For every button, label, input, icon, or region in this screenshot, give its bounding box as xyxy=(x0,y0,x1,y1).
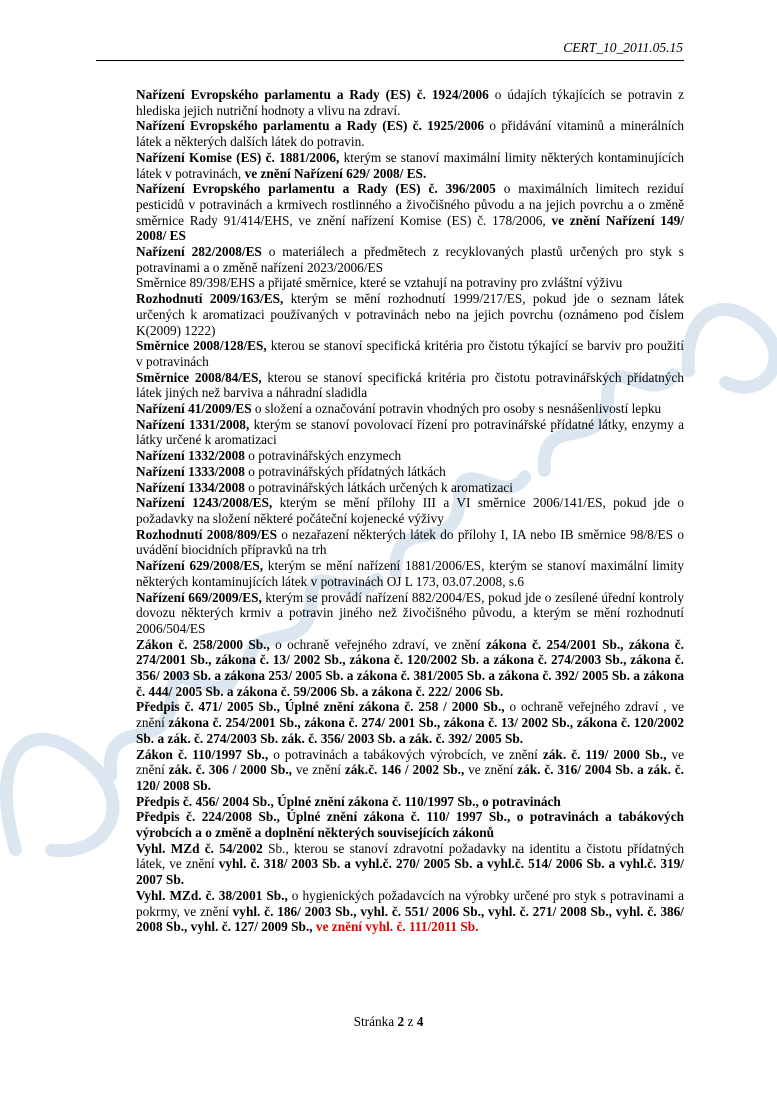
body-text: o potravinářských látkách určených k aromatizaci xyxy=(244,479,513,495)
paragraph xyxy=(136,480,684,496)
body-text: o přidávání vitaminů a minerálních látek a některých dalších látek do potravin. xyxy=(136,118,684,150)
paragraph xyxy=(136,118,684,149)
body-text: kterým se stanoví povolovací řízení pro potravinářské přídatné látky, enzymy a látky určené k aromatizaci xyxy=(136,416,684,448)
body-text: ve znění xyxy=(291,762,345,778)
paragraph xyxy=(136,370,684,401)
paragraph xyxy=(136,590,684,637)
page-number: 2 xyxy=(397,1014,405,1029)
body-text: o maximálních limitech reziduí pesticidů v potravinách a krmivech rostlinného a živočišného původu a na jejich povrchu a o změně směrnice Rady 91/414/EHS, ve znění nařízení Komise (ES) č. 178/2006, xyxy=(136,181,684,228)
paragraph xyxy=(136,150,684,181)
body-text: o materiálech a předmětech z recyklovaných plastů určených pro styk s potravinami a o změně nařízení 2023/2006/ES xyxy=(136,244,684,275)
paragraph xyxy=(136,888,684,935)
paragraph xyxy=(136,495,684,526)
paragraph xyxy=(136,244,684,275)
body-text: o nezařazení některých látek do přílohy I, IA nebo IB směrnice 98/8/ES o uvádění biocidních přípravků na trh xyxy=(136,526,684,558)
paragraph xyxy=(136,181,684,244)
regulation-title: vyhl. č. 318/ 2003 Sb. a vyhl.č. 270/ 2005 Sb. a vyhl.č. 514/ 2006 Sb. a vyhl.č. 319/ 2007 Sb. xyxy=(136,856,685,888)
paragraph xyxy=(136,448,684,464)
paragraph xyxy=(136,637,684,700)
body-text: kterým se stanoví maximální limity některých kontaminujících látek v potravinách, xyxy=(136,149,684,181)
regulation-title: Předpis č. 224/2008 Sb., Úplné znění zákona č. 110/ 1997 Sb., o potravinách a tabákových výrobcích a o změně a doplnění některých souvisejících zákonů xyxy=(136,809,684,841)
regulation-title: Nařízení 1333/2008 xyxy=(136,463,245,479)
regulation-title: Nařízení Evropského parlamentu a Rady (ES) č. 396/2005 xyxy=(136,181,496,197)
body-text: ve znění xyxy=(464,762,518,778)
body-text: o ochraně veřejného zdraví , ve znění xyxy=(136,699,684,731)
body-text: Směrnice 89/398/EHS a přijaté směrnice, které se vztahují na potraviny pro zvláštní výživu xyxy=(136,275,623,291)
header-rule xyxy=(96,60,684,61)
regulation-title: Nařízení 1331/2008, xyxy=(136,416,250,432)
paragraph xyxy=(136,794,684,810)
regulation-title: Nařízení 1334/2008 xyxy=(136,479,245,495)
regulation-title: Nařízení 41/2009/ES xyxy=(136,401,252,417)
regulation-title: Vyhl. MZd č. 54/2002 xyxy=(136,840,263,856)
document-code: CERT_10_2011.05.15 xyxy=(563,40,683,55)
paragraph xyxy=(136,291,684,338)
body-text: o hygienických požadavcích na výrobky určené pro styk s potravinami a pokrmy, ve znění xyxy=(136,887,684,919)
regulation-title: ve znění Nařízení 149/ 2008/ ES xyxy=(136,212,684,244)
body-text: o složení a označování potravin vhodných pro osoby s nesnášenlivostí lepku xyxy=(251,401,662,417)
body-text: kterým se mění rozhodnutí 1999/217/ES, pokud jde o seznam látek určených k aromatizaci používaných v potravinách nebo na jejich povrchu (oznámeno pod číslem K(2009) 1222) xyxy=(136,291,684,338)
page-total: 4 xyxy=(416,1014,424,1029)
paragraph xyxy=(136,338,684,369)
regulation-title: Předpis č. 456/ 2004 Sb., Úplné znění zákona č. 110/1997 Sb., o potravinách xyxy=(136,793,561,809)
paragraph xyxy=(136,841,684,888)
document-body xyxy=(136,87,684,935)
regulation-title: Zákon č. 258/2000 Sb., xyxy=(136,636,270,652)
page-footer xyxy=(0,1014,777,1030)
regulation-title: Směrnice 2008/84/ES, xyxy=(136,369,262,385)
footer-separator: z xyxy=(404,1014,417,1029)
body-text: kterým se provádí nařízení 882/2004/ES, pokud jde o zesílené úřední kontroly dovozu některých krmiv a potravin jiného než živočišného původu, a kterým se mění rozhodnutí 2006/504/ES xyxy=(136,589,684,636)
paragraph xyxy=(136,464,684,480)
paragraph xyxy=(136,699,684,746)
regulation-title: Nařízení 669/2009/ES, xyxy=(136,589,262,605)
body-text: kterou se stanoví specifická kritéria pro čistotu týkající se barviv pro použití v potravinách xyxy=(136,338,684,369)
body-text: o potravinách a tabákových výrobcích, ve znění xyxy=(268,746,543,762)
paragraph xyxy=(136,527,684,558)
body-text: o údajích týkajících se potravin z hlediska jejich nutriční hodnoty a vlivu na zdraví. xyxy=(136,87,685,118)
paragraph xyxy=(136,275,684,291)
regulation-title: zák.č. 146 / 2002 Sb., xyxy=(344,762,465,778)
body-text: kterým se mění nařízení 1881/2006/ES, kterým se stanoví maximální limity některých kontaminujících látek v potravinách OJ L 173, 03.07.2008, s.6 xyxy=(136,558,684,589)
paragraph xyxy=(136,809,684,840)
regulation-title: Nařízení Komise (ES) č. 1881/2006, xyxy=(136,149,340,165)
regulation-title: zákona č. 254/2001 Sb., zákona č. 274/2001 Sb., zákona č. 13/ 2002 Sb., zákona č. 120/2002 Sb. a zákona č. 274/2003 Sb., zákona č. 356/ 2003 Sb. a zákona 253/ 2005 Sb. a zákona č. 381/2005 Sb. a zákona č. 392/ 2005 Sb. a zákona č. 444/ 2005 Sb. a zákona č. 59/2006 Sb. a zákona č. 222/ 2006 Sb. xyxy=(136,636,684,699)
regulation-title: Rozhodnutí 2009/163/ES, xyxy=(136,291,284,307)
body-text: o potravinářských přídatných látkách xyxy=(244,463,446,479)
regulation-title: Nařízení 629/2008/ES, xyxy=(136,558,264,574)
footer-label: Stránka xyxy=(353,1014,398,1029)
paragraph xyxy=(136,747,684,794)
paragraph xyxy=(136,401,684,417)
regulation-title: Směrnice 2008/128/ES, xyxy=(136,338,267,354)
regulation-title: Nařízení 1332/2008 xyxy=(136,448,245,464)
regulation-title: Vyhl. MZd. č. 38/2001 Sb., xyxy=(136,887,288,903)
regulation-title: Nařízení 1243/2008/ES, xyxy=(136,495,273,511)
amendment-highlight: ve znění vyhl. č. 111/2011 Sb. xyxy=(315,919,479,935)
body-text: kterou se stanoví specifická kritéria pro čistotu potravinářských přídatných látek jiných než barviva a náhradní sladidla xyxy=(136,369,684,401)
body-text: o potravinářských enzymech xyxy=(244,448,402,464)
regulation-title: vyhl. č. 186/ 2003 Sb., vyhl. č. 551/ 2006 Sb., vyhl. č. 271/ 2008 Sb., vyhl. č. 386/ 2008 Sb., vyhl. č. 127/ 2009 Sb., xyxy=(136,903,684,935)
regulation-title: Zákon č. 110/1997 Sb., xyxy=(136,746,269,762)
body-text: Sb., kterou se stanoví zdravotní požadavky na identitu a čistotu přídatných látek, ve znění xyxy=(136,840,685,872)
regulation-title: Rozhodnutí 2008/809/ES xyxy=(136,526,277,542)
body-text: kterým se mění přílohy III a VI směrnice 2006/141/ES, pokud jde o požadavky na složení některé počáteční kojenecké výživy xyxy=(136,495,684,526)
paragraph xyxy=(136,558,684,589)
body-text: o ochraně veřejného zdraví, ve znění xyxy=(269,636,487,652)
regulation-title: Předpis č. 471/ 2005 Sb., Úplné znění zákona č. 258 / 2000 Sb., xyxy=(136,699,505,715)
regulation-title: zák. č. 306 / 2000 Sb., xyxy=(168,762,292,778)
regulation-title: zákona č. 254/2001 Sb., zákona č. 274/ 2001 Sb., zákona č. 13/ 2002 Sb., zákona č. 120/2002 Sb. a zák. č. 274/2003 Sb. zák. č. 356/ 2003 Sb. a zák. č. 392/ 2005 Sb. xyxy=(136,715,685,746)
regulation-title: Nařízení Evropského parlamentu a Rady (ES) č. 1924/2006 xyxy=(136,87,489,102)
regulation-title: Nařízení Evropského parlamentu a Rady (ES) č. 1925/2006 xyxy=(136,118,485,134)
body-text: ve znění xyxy=(136,746,684,778)
regulation-title: ve znění Nařízení 629/ 2008/ ES. xyxy=(244,165,427,181)
regulation-title: zák. č. 119/ 2000 Sb., xyxy=(542,746,667,762)
paragraph xyxy=(136,87,684,118)
regulation-title: zák. č. 316/ 2004 Sb. a zák. č. 120/ 2008 Sb. xyxy=(136,762,684,793)
paragraph xyxy=(136,417,684,448)
regulation-title: Nařízení 282/2008/ES xyxy=(136,244,262,260)
